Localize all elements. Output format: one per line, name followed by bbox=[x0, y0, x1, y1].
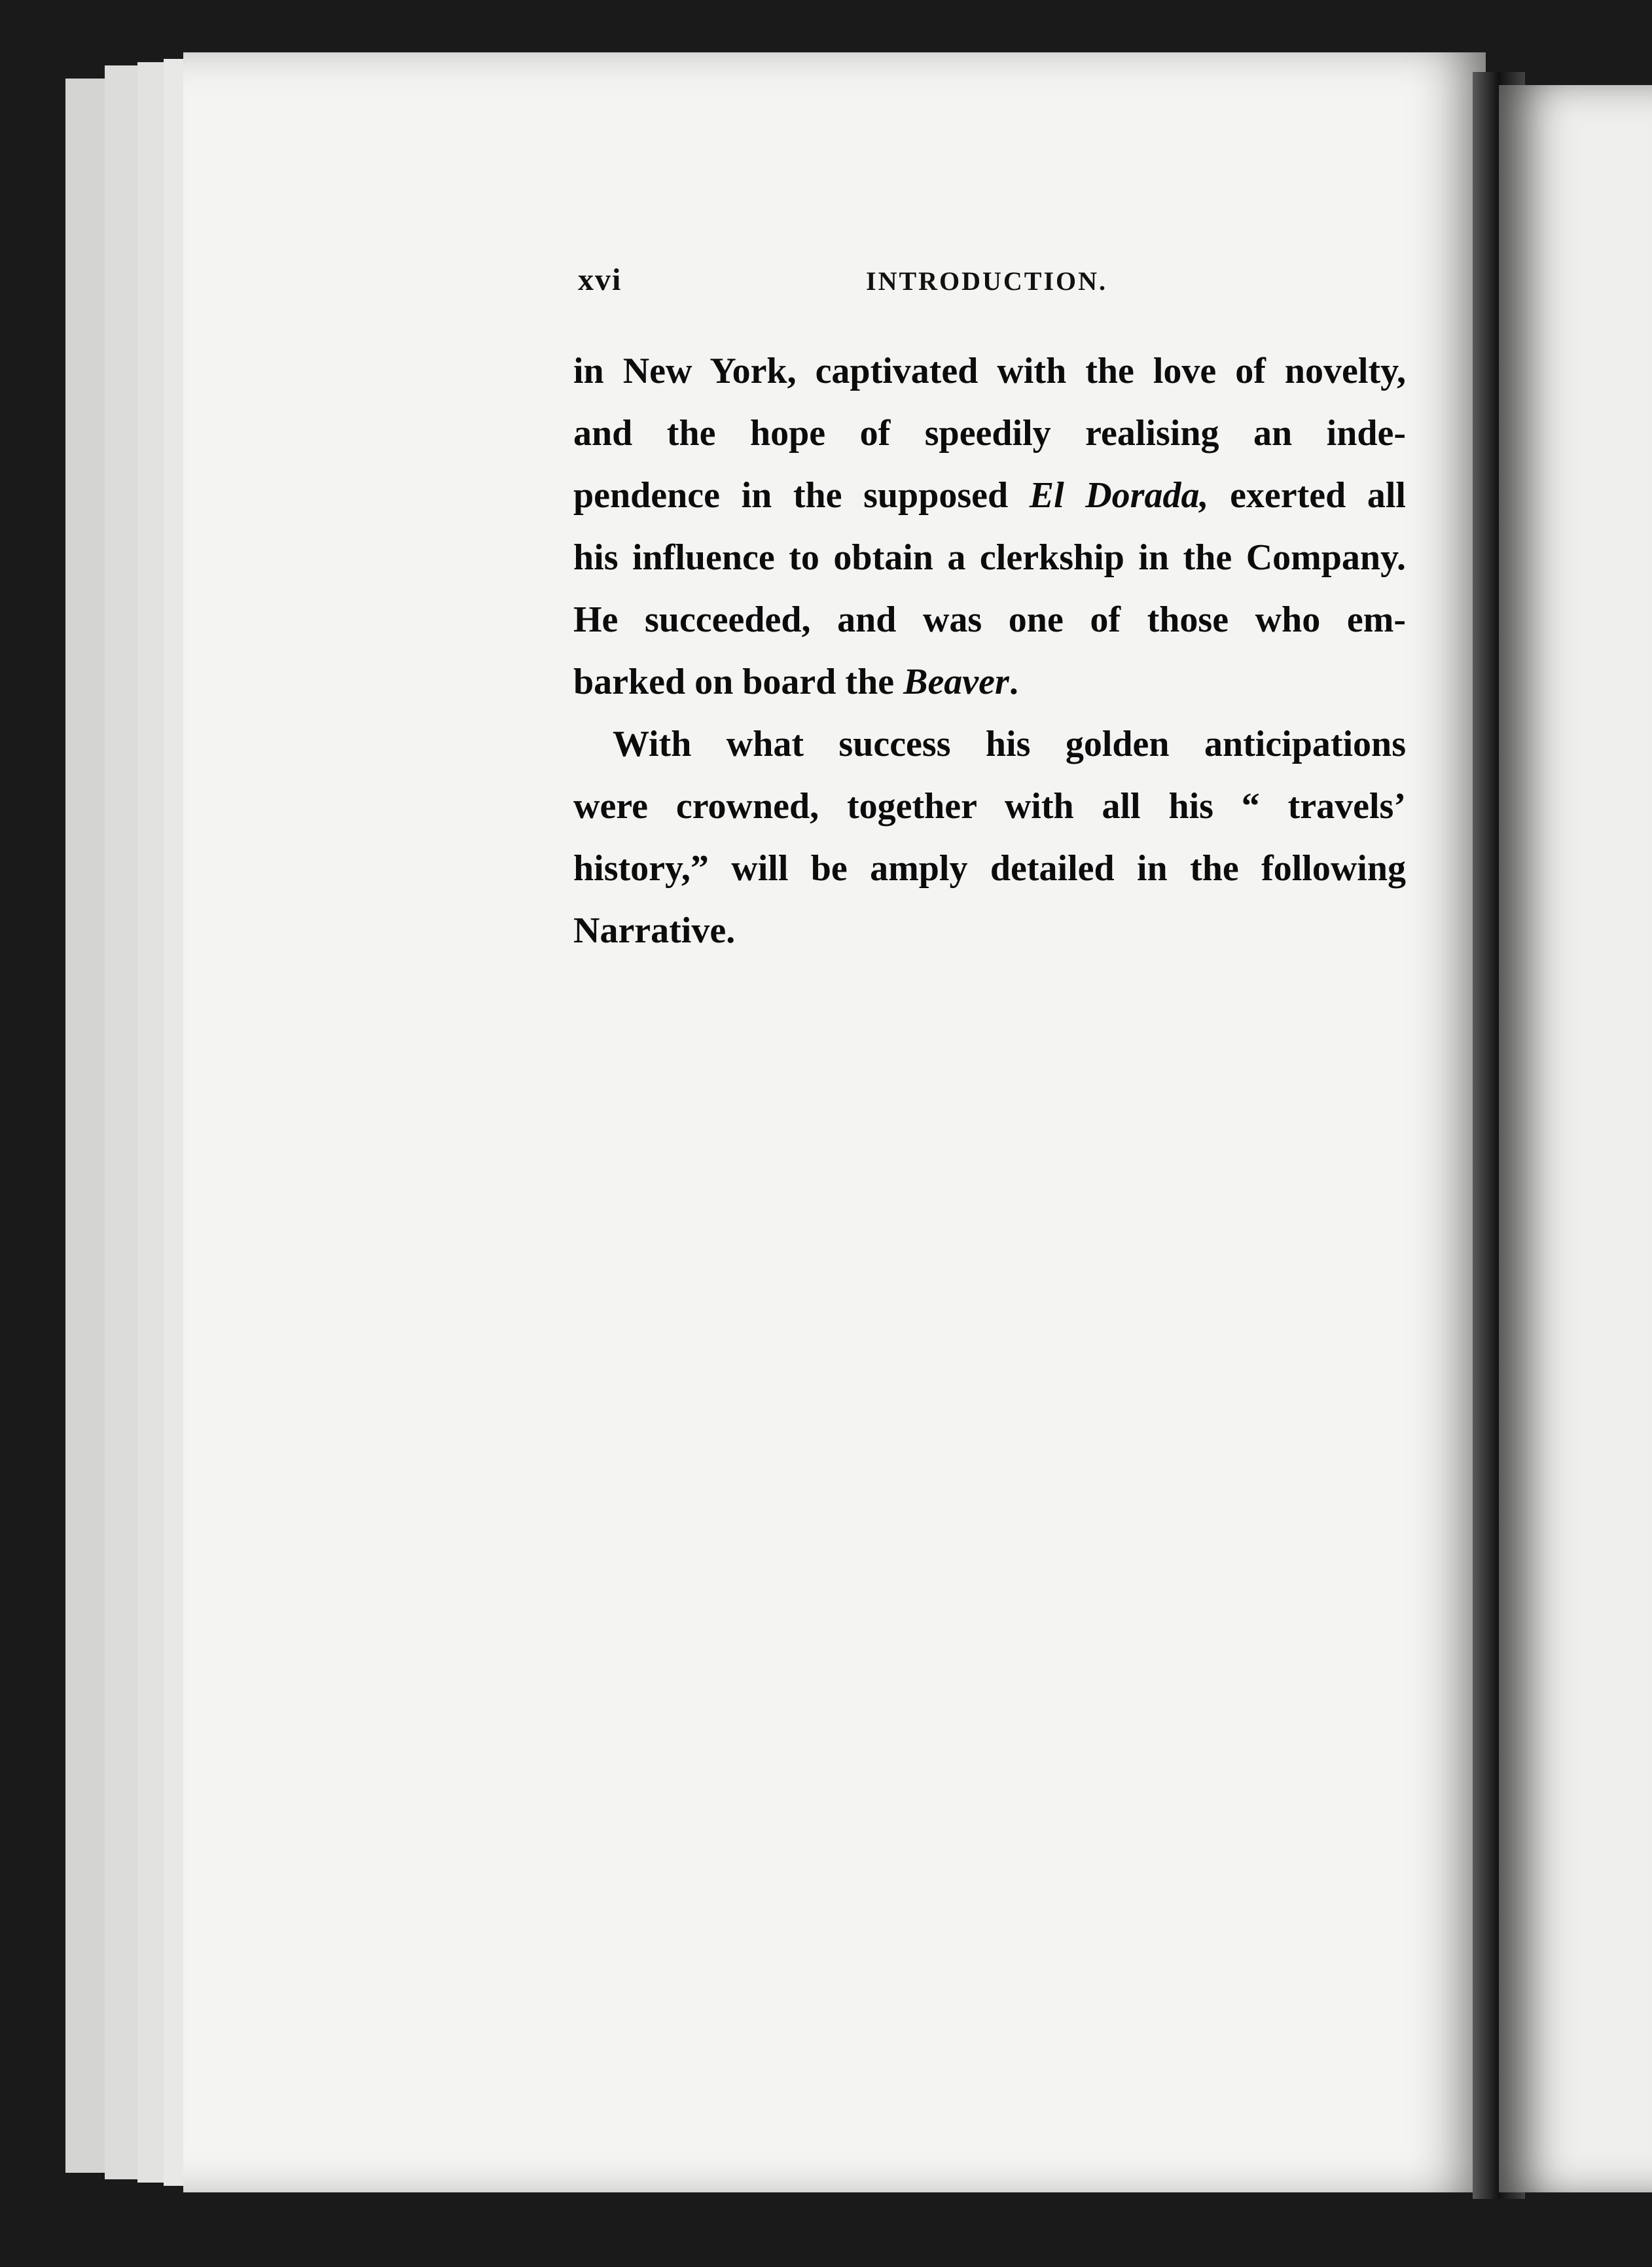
text-line: history,” will be amply detailed in the following bbox=[573, 848, 1406, 889]
text-line: his influence to obtain a clerkship in the Company. bbox=[573, 537, 1406, 578]
text-line: He succeeded, and was one of those who em- bbox=[573, 599, 1406, 640]
text-fragment: . bbox=[1009, 662, 1018, 702]
facing-page bbox=[1499, 85, 1652, 2192]
text-line: and the hope of speedily realising an inde- bbox=[573, 413, 1406, 454]
italic-title: El Dorada, bbox=[1029, 475, 1209, 516]
page-header bbox=[578, 262, 1409, 301]
text-line bbox=[573, 651, 1406, 713]
text-line: were crowned, together with all his “ travels’ bbox=[573, 786, 1406, 827]
text-fragment: exerted all bbox=[1230, 475, 1406, 516]
text-fragment: pendence in the supposed bbox=[573, 475, 1009, 516]
text-line: Narrative. bbox=[573, 910, 736, 951]
page-number: xvi bbox=[578, 262, 622, 297]
text-line: With what success his golden anticipations bbox=[613, 724, 1406, 764]
text-line: in New York, captivated with the love of novelty, bbox=[573, 351, 1406, 391]
text-fragment: barked on board the bbox=[573, 662, 895, 702]
italic-ship-name: Beaver bbox=[903, 662, 1009, 702]
running-head: INTRODUCTION. bbox=[866, 266, 1108, 296]
body-text bbox=[573, 340, 1406, 962]
text-line bbox=[573, 465, 1406, 527]
